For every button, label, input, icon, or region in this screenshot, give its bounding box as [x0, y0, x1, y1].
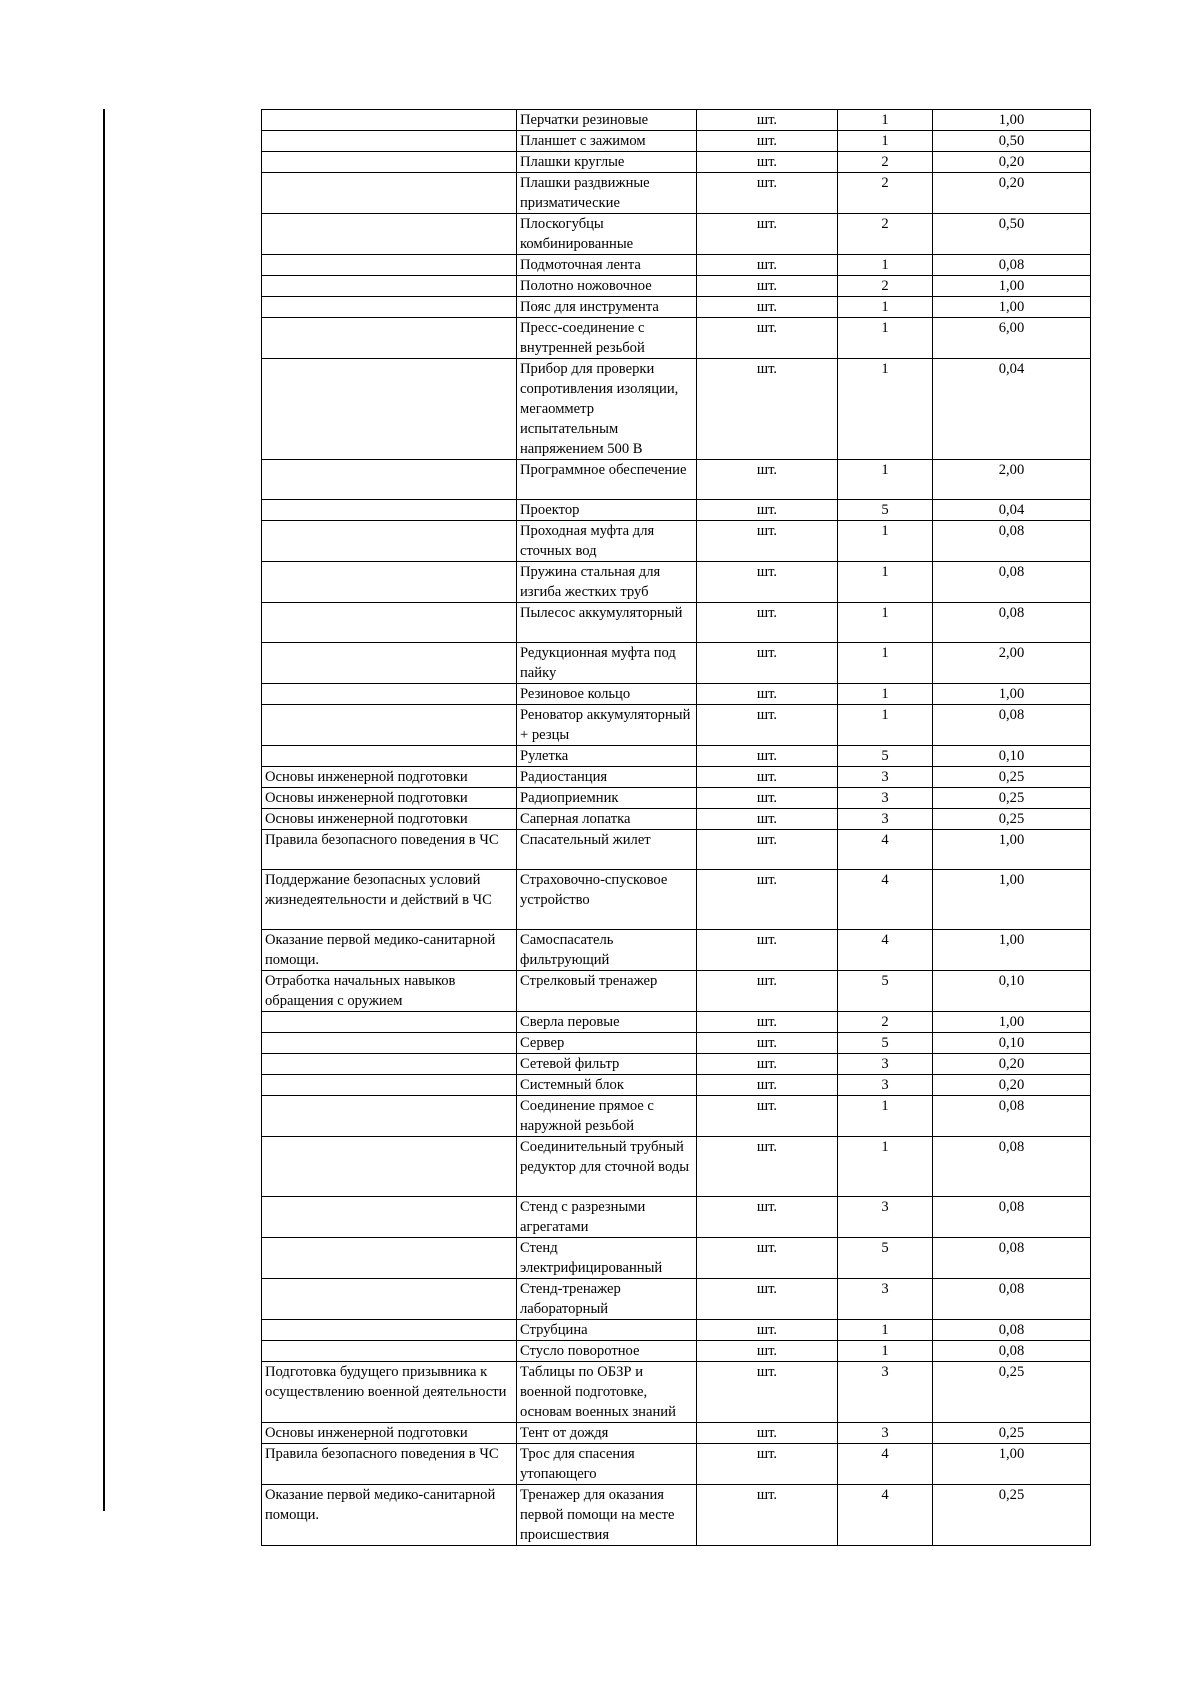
table-row [262, 767, 1091, 788]
unit-cell: шт. [697, 1033, 838, 1054]
table-row [262, 131, 1091, 152]
unit-cell: шт. [697, 1054, 838, 1075]
quantity-cell: 1 [838, 110, 933, 131]
table-row [262, 1423, 1091, 1444]
coefficient-cell: 1,00 [933, 297, 1091, 318]
coefficient-cell: 0,08 [933, 1197, 1091, 1238]
table-row [262, 1485, 1091, 1546]
unit-cell: шт. [697, 1012, 838, 1033]
section-cell [262, 1054, 517, 1075]
coefficient-cell: 0,25 [933, 1485, 1091, 1546]
quantity-cell: 1 [838, 1341, 933, 1362]
table-row [262, 1341, 1091, 1362]
coefficient-cell: 0,08 [933, 1341, 1091, 1362]
item-name-cell: Реноватор аккумуляторный + резцы [517, 705, 697, 746]
item-name-cell: Сервер [517, 1033, 697, 1054]
item-name-cell: Страховочно-спусковое устройство [517, 870, 697, 930]
item-name-cell: Самоспасатель фильтрующий [517, 930, 697, 971]
table-row [262, 255, 1091, 276]
unit-cell: шт. [697, 870, 838, 930]
quantity-cell: 1 [838, 705, 933, 746]
unit-cell: шт. [697, 830, 838, 870]
section-cell [262, 1033, 517, 1054]
section-cell [262, 746, 517, 767]
item-name-cell: Проходная муфта для сточных вод [517, 521, 697, 562]
item-name-cell: Таблицы по ОБЗР и военной подготовке, основам военных знаний [517, 1362, 697, 1423]
unit-cell: шт. [697, 684, 838, 705]
unit-cell: шт. [697, 1279, 838, 1320]
coefficient-cell: 0,10 [933, 1033, 1091, 1054]
quantity-cell: 4 [838, 1444, 933, 1485]
table-row [262, 809, 1091, 830]
section-cell [262, 705, 517, 746]
coefficient-cell: 0,08 [933, 1238, 1091, 1279]
coefficient-cell: 0,50 [933, 131, 1091, 152]
quantity-cell: 2 [838, 1012, 933, 1033]
table-row [262, 603, 1091, 643]
coefficient-cell: 0,25 [933, 809, 1091, 830]
table-row [262, 500, 1091, 521]
table-row [262, 214, 1091, 255]
section-cell [262, 131, 517, 152]
item-name-cell: Системный блок [517, 1075, 697, 1096]
unit-cell: шт. [697, 255, 838, 276]
table-row [262, 1444, 1091, 1485]
quantity-cell: 5 [838, 1033, 933, 1054]
section-cell [262, 318, 517, 359]
section-cell: Правила безопасного поведения в ЧС [262, 830, 517, 870]
unit-cell: шт. [697, 705, 838, 746]
table-row [262, 297, 1091, 318]
item-name-cell: Плашки круглые [517, 152, 697, 173]
coefficient-cell: 0,08 [933, 603, 1091, 643]
quantity-cell: 2 [838, 173, 933, 214]
section-cell: Правила безопасного поведения в ЧС [262, 1444, 517, 1485]
coefficient-cell: 0,08 [933, 562, 1091, 603]
table-row [262, 521, 1091, 562]
item-name-cell: Струбцина [517, 1320, 697, 1341]
section-cell [262, 359, 517, 460]
unit-cell: шт. [697, 809, 838, 830]
unit-cell: шт. [697, 1197, 838, 1238]
item-name-cell: Плоскогубцы комбинированные [517, 214, 697, 255]
quantity-cell: 5 [838, 746, 933, 767]
item-name-cell: Стенд с разрезными агрегатами [517, 1197, 697, 1238]
quantity-cell: 4 [838, 1485, 933, 1546]
table-row [262, 276, 1091, 297]
item-name-cell: Стенд электрифицированный [517, 1238, 697, 1279]
unit-cell: шт. [697, 971, 838, 1012]
coefficient-cell: 0,04 [933, 359, 1091, 460]
coefficient-cell: 0,25 [933, 1423, 1091, 1444]
unit-cell: шт. [697, 767, 838, 788]
item-name-cell: Планшет с зажимом [517, 131, 697, 152]
coefficient-cell: 0,04 [933, 500, 1091, 521]
table-row [262, 1320, 1091, 1341]
section-cell [262, 1320, 517, 1341]
unit-cell: шт. [697, 359, 838, 460]
item-name-cell: Прибор для проверки сопротивления изоляции, мегаомметр испытательным напряжением 500 В [517, 359, 697, 460]
item-name-cell: Плашки раздвижные призматические [517, 173, 697, 214]
quantity-cell: 1 [838, 643, 933, 684]
unit-cell: шт. [697, 110, 838, 131]
quantity-cell: 1 [838, 297, 933, 318]
unit-cell: шт. [697, 214, 838, 255]
section-cell [262, 276, 517, 297]
item-name-cell: Радиостанция [517, 767, 697, 788]
table-row [262, 173, 1091, 214]
coefficient-cell: 1,00 [933, 830, 1091, 870]
coefficient-cell: 0,08 [933, 1279, 1091, 1320]
section-cell [262, 1075, 517, 1096]
unit-cell: шт. [697, 1096, 838, 1137]
quantity-cell: 3 [838, 809, 933, 830]
unit-cell: шт. [697, 297, 838, 318]
unit-cell: шт. [697, 500, 838, 521]
section-cell [262, 460, 517, 500]
section-cell [262, 1096, 517, 1137]
item-name-cell: Пружина стальная для изгиба жестких труб [517, 562, 697, 603]
section-cell: Основы инженерной подготовки [262, 809, 517, 830]
coefficient-cell: 1,00 [933, 1012, 1091, 1033]
section-cell [262, 521, 517, 562]
coefficient-cell: 6,00 [933, 318, 1091, 359]
unit-cell: шт. [697, 131, 838, 152]
table-row [262, 643, 1091, 684]
section-cell [262, 297, 517, 318]
coefficient-cell: 0,25 [933, 788, 1091, 809]
unit-cell: шт. [697, 643, 838, 684]
coefficient-cell: 0,25 [933, 1362, 1091, 1423]
section-cell [262, 684, 517, 705]
quantity-cell: 1 [838, 562, 933, 603]
unit-cell: шт. [697, 1341, 838, 1362]
table-row [262, 788, 1091, 809]
unit-cell: шт. [697, 521, 838, 562]
section-cell [262, 1197, 517, 1238]
section-cell [262, 255, 517, 276]
quantity-cell: 2 [838, 152, 933, 173]
item-name-cell: Соединительный трубный редуктор для сточной воды [517, 1137, 697, 1197]
item-name-cell: Спасательный жилет [517, 830, 697, 870]
item-name-cell: Подмоточная лента [517, 255, 697, 276]
coefficient-cell: 0,10 [933, 746, 1091, 767]
table-row [262, 1238, 1091, 1279]
unit-cell: шт. [697, 603, 838, 643]
unit-cell: шт. [697, 1238, 838, 1279]
unit-cell: шт. [697, 1075, 838, 1096]
section-cell: Основы инженерной подготовки [262, 1423, 517, 1444]
coefficient-cell: 1,00 [933, 930, 1091, 971]
section-cell [262, 500, 517, 521]
item-name-cell: Рулетка [517, 746, 697, 767]
coefficient-cell: 0,08 [933, 1137, 1091, 1197]
quantity-cell: 3 [838, 1279, 933, 1320]
item-name-cell: Стрелковый тренажер [517, 971, 697, 1012]
coefficient-cell: 0,10 [933, 971, 1091, 1012]
quantity-cell: 2 [838, 276, 933, 297]
table-row [262, 110, 1091, 131]
unit-cell: шт. [697, 746, 838, 767]
table-row [262, 460, 1091, 500]
section-cell [262, 562, 517, 603]
section-cell [262, 1137, 517, 1197]
quantity-cell: 4 [838, 930, 933, 971]
table-row [262, 318, 1091, 359]
table-row [262, 152, 1091, 173]
item-name-cell: Проектор [517, 500, 697, 521]
coefficient-cell: 0,08 [933, 705, 1091, 746]
unit-cell: шт. [697, 1362, 838, 1423]
table-row [262, 1054, 1091, 1075]
coefficient-cell: 0,20 [933, 1054, 1091, 1075]
item-name-cell: Саперная лопатка [517, 809, 697, 830]
item-name-cell: Пылесос аккумуляторный [517, 603, 697, 643]
quantity-cell: 1 [838, 131, 933, 152]
quantity-cell: 3 [838, 1054, 933, 1075]
coefficient-cell: 2,00 [933, 643, 1091, 684]
table-row [262, 930, 1091, 971]
margin-line [103, 109, 105, 1511]
section-cell [262, 1012, 517, 1033]
quantity-cell: 3 [838, 788, 933, 809]
quantity-cell: 5 [838, 500, 933, 521]
quantity-cell: 1 [838, 1137, 933, 1197]
table-row [262, 870, 1091, 930]
item-name-cell: Пресс-соединение с внутренней резьбой [517, 318, 697, 359]
table-row [262, 359, 1091, 460]
table-row [262, 1362, 1091, 1423]
equipment-table [261, 109, 1091, 1546]
quantity-cell: 4 [838, 830, 933, 870]
coefficient-cell: 0,20 [933, 173, 1091, 214]
unit-cell: шт. [697, 562, 838, 603]
quantity-cell: 2 [838, 214, 933, 255]
quantity-cell: 4 [838, 870, 933, 930]
item-name-cell: Радиоприемник [517, 788, 697, 809]
item-name-cell: Программное обеспечение [517, 460, 697, 500]
unit-cell: шт. [697, 1444, 838, 1485]
item-name-cell: Резиновое кольцо [517, 684, 697, 705]
item-name-cell: Сетевой фильтр [517, 1054, 697, 1075]
quantity-cell: 1 [838, 255, 933, 276]
table-row [262, 1096, 1091, 1137]
quantity-cell: 1 [838, 460, 933, 500]
section-cell [262, 643, 517, 684]
coefficient-cell: 1,00 [933, 870, 1091, 930]
table-row [262, 1012, 1091, 1033]
quantity-cell: 3 [838, 1197, 933, 1238]
section-cell: Отработка начальных навыков обращения с оружием [262, 971, 517, 1012]
item-name-cell: Стенд-тренажер лабораторный [517, 1279, 697, 1320]
unit-cell: шт. [697, 173, 838, 214]
quantity-cell: 5 [838, 1238, 933, 1279]
section-cell: Оказание первой медико-санитарной помощи. [262, 1485, 517, 1546]
unit-cell: шт. [697, 1485, 838, 1546]
coefficient-cell: 2,00 [933, 460, 1091, 500]
section-cell [262, 1341, 517, 1362]
coefficient-cell: 0,20 [933, 1075, 1091, 1096]
table-row [262, 562, 1091, 603]
section-cell: Основы инженерной подготовки [262, 788, 517, 809]
section-cell [262, 603, 517, 643]
quantity-cell: 1 [838, 603, 933, 643]
section-cell [262, 214, 517, 255]
section-cell [262, 110, 517, 131]
table-row [262, 1279, 1091, 1320]
table-row [262, 1033, 1091, 1054]
section-cell: Подготовка будущего призывника к осуществлению военной деятельности [262, 1362, 517, 1423]
unit-cell: шт. [697, 152, 838, 173]
item-name-cell: Сверла перовые [517, 1012, 697, 1033]
quantity-cell: 1 [838, 521, 933, 562]
table-body [262, 110, 1091, 1546]
section-cell [262, 1238, 517, 1279]
item-name-cell: Перчатки резиновые [517, 110, 697, 131]
section-cell [262, 152, 517, 173]
coefficient-cell: 1,00 [933, 110, 1091, 131]
section-cell: Основы инженерной подготовки [262, 767, 517, 788]
quantity-cell: 1 [838, 1096, 933, 1137]
coefficient-cell: 1,00 [933, 684, 1091, 705]
unit-cell: шт. [697, 276, 838, 297]
unit-cell: шт. [697, 460, 838, 500]
unit-cell: шт. [697, 930, 838, 971]
quantity-cell: 3 [838, 1423, 933, 1444]
quantity-cell: 1 [838, 684, 933, 705]
unit-cell: шт. [697, 318, 838, 359]
coefficient-cell: 0,25 [933, 767, 1091, 788]
item-name-cell: Тренажер для оказания первой помощи на месте происшествия [517, 1485, 697, 1546]
quantity-cell: 1 [838, 1320, 933, 1341]
unit-cell: шт. [697, 788, 838, 809]
quantity-cell: 1 [838, 318, 933, 359]
unit-cell: шт. [697, 1320, 838, 1341]
table-row [262, 971, 1091, 1012]
coefficient-cell: 0,20 [933, 152, 1091, 173]
table-row [262, 1075, 1091, 1096]
table-row [262, 1197, 1091, 1238]
section-cell: Оказание первой медико-санитарной помощи. [262, 930, 517, 971]
table-row [262, 705, 1091, 746]
item-name-cell: Тент от дождя [517, 1423, 697, 1444]
item-name-cell: Стусло поворотное [517, 1341, 697, 1362]
table-row [262, 746, 1091, 767]
coefficient-cell: 0,08 [933, 1320, 1091, 1341]
item-name-cell: Трос для спасения утопающего [517, 1444, 697, 1485]
unit-cell: шт. [697, 1423, 838, 1444]
coefficient-cell: 1,00 [933, 1444, 1091, 1485]
unit-cell: шт. [697, 1137, 838, 1197]
table-row [262, 1137, 1091, 1197]
quantity-cell: 3 [838, 1075, 933, 1096]
quantity-cell: 1 [838, 359, 933, 460]
item-name-cell: Редукционная муфта под пайку [517, 643, 697, 684]
quantity-cell: 3 [838, 1362, 933, 1423]
item-name-cell: Пояс для инструмента [517, 297, 697, 318]
item-name-cell: Соединение прямое с наружной резьбой [517, 1096, 697, 1137]
section-cell [262, 173, 517, 214]
quantity-cell: 5 [838, 971, 933, 1012]
table-row [262, 830, 1091, 870]
quantity-cell: 3 [838, 767, 933, 788]
coefficient-cell: 1,00 [933, 276, 1091, 297]
coefficient-cell: 0,08 [933, 1096, 1091, 1137]
coefficient-cell: 0,08 [933, 521, 1091, 562]
coefficient-cell: 0,50 [933, 214, 1091, 255]
section-cell: Поддержание безопасных условий жизнедеятельности и действий в ЧС [262, 870, 517, 930]
item-name-cell: Полотно ножовочное [517, 276, 697, 297]
coefficient-cell: 0,08 [933, 255, 1091, 276]
table-row [262, 684, 1091, 705]
section-cell [262, 1279, 517, 1320]
